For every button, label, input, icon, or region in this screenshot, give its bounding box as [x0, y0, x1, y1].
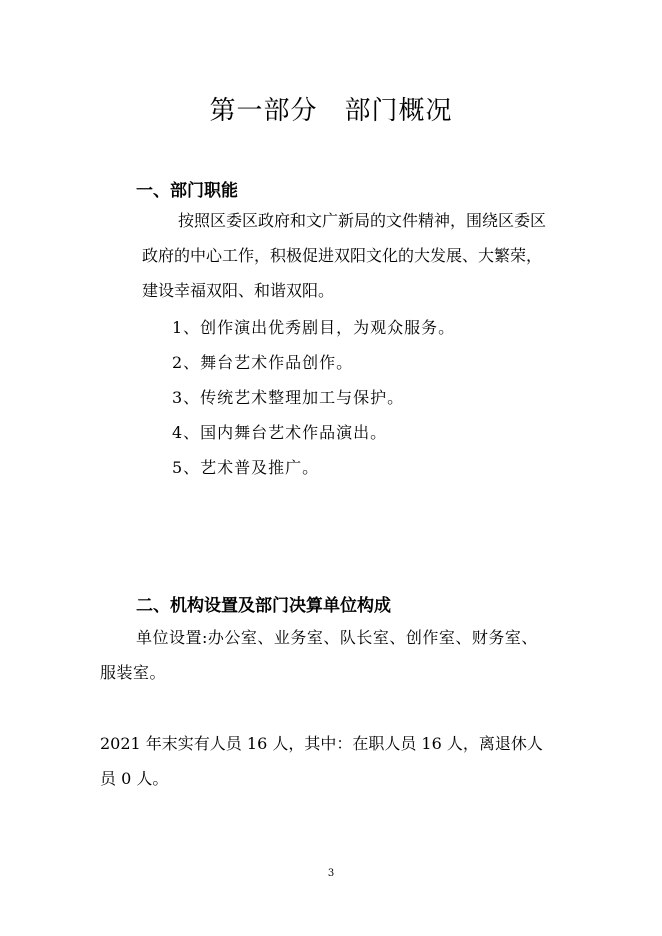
page-title: 第一部分 部门概况 — [209, 96, 453, 126]
function-list-item: 3、传统艺术整理加工与保护。 — [172, 388, 405, 407]
function-list-item: 4、国内舞台艺术作品演出。 — [172, 423, 388, 442]
units-line: 单位设置:办公室、业务室、队长室、创作室、财务室、 — [136, 628, 538, 647]
units-line: 服装室。 — [100, 663, 167, 682]
section-heading-functions: 一、部门职能 — [136, 181, 238, 201]
function-list-item: 2、舞台艺术作品创作。 — [172, 353, 354, 372]
paragraph-line: 建设幸福双阳、和谐双阳。 — [142, 281, 335, 300]
function-list-item: 5、艺术普及推广。 — [172, 458, 320, 477]
section-heading-organization: 二、机构设置及部门决算单位构成 — [136, 596, 391, 616]
staff-line: 员 0 人。 — [100, 769, 169, 788]
function-list-item: 1、创作演出优秀剧目，为观众服务。 — [172, 318, 456, 337]
page-number: 3 — [327, 868, 335, 879]
staff-line: 2021 年末实有人员 16 人，其中：在职人员 16 人，离退休人 — [100, 734, 543, 753]
paragraph-line: 政府的中心工作，积极促进双阳文化的大发展、大繁荣， — [142, 246, 543, 265]
paragraph-line: 按照区委区政府和文广新局的文件精神，围绕区委区 — [178, 211, 547, 230]
